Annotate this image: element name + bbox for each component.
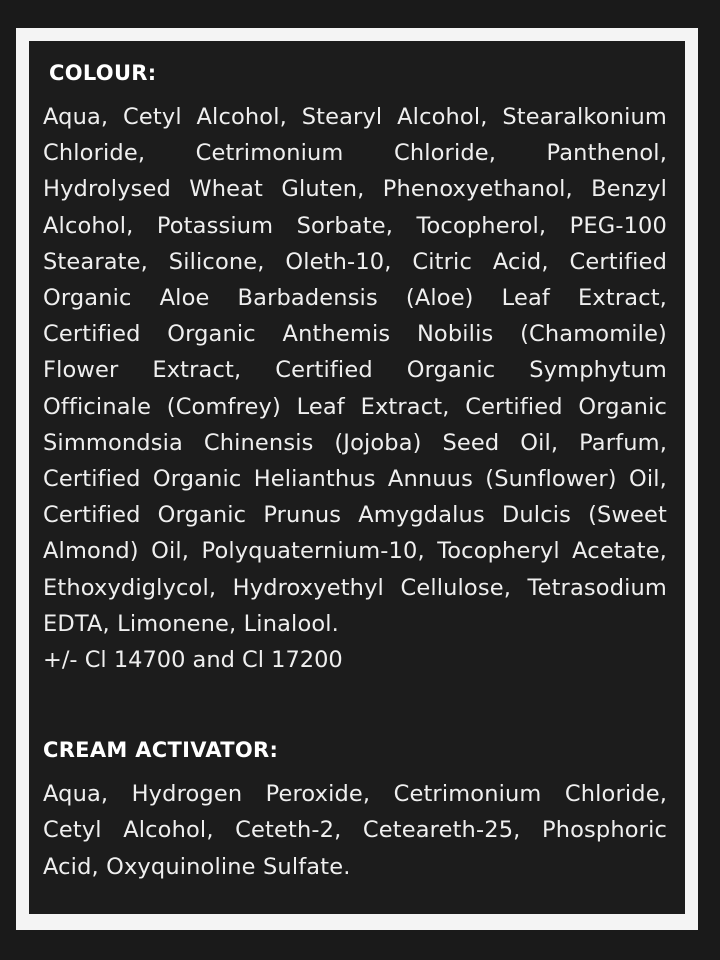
cream-activator-heading: CREAM ACTIVATOR:: [43, 738, 279, 763]
colour-colorants: +/- Cl 14700 and Cl 17200: [43, 647, 343, 674]
colour-heading: COLOUR:: [49, 61, 157, 85]
colour-ingredients: Aqua, Cetyl Alcohol, Stearyl Alcohol, Stearalkonium Chloride, Cetrimonium Chloride, Panthenol, Hydrolysed Wheat Gluten, Phenoxyethanol, Benzyl Alcohol, Potassium Sorbate, Tocopherol, PEG-100 Stearate, Silicone, Oleth-10, Citric Acid, Certified Organic Aloe Barbadensis (Aloe) Leaf Extract, Certified Organic Anthemis Nobilis (Chamomile) Flower Extract, Certified Organic Symphytum Officinale (Comfrey) Leaf Extract, Certified Organic Simmondsia Chinensis (Jojoba) Seed Oil, Parfum, Certified Organic Helianthus Annuus (Sunflower) Oil, Certified Organic Prunus Amygdalus Dulcis (Sweet Almond) Oil, Polyquaternium-10, Tocopheryl Acetate, Ethoxydiglycol, Hydroxyethyl Cellulose, Tetrasodium EDTA, Limonene, Linalool.: [43, 104, 667, 637]
cream-activator-ingredients: Aqua, Hydrogen Peroxide, Cetrimonium Chloride, Cetyl Alcohol, Ceteth-2, Ceteareth-25, Phosphoric Acid, Oxyquinoline Sulfate.: [43, 781, 667, 880]
label-frame: [16, 28, 698, 930]
ingredients-panel: [29, 41, 685, 914]
